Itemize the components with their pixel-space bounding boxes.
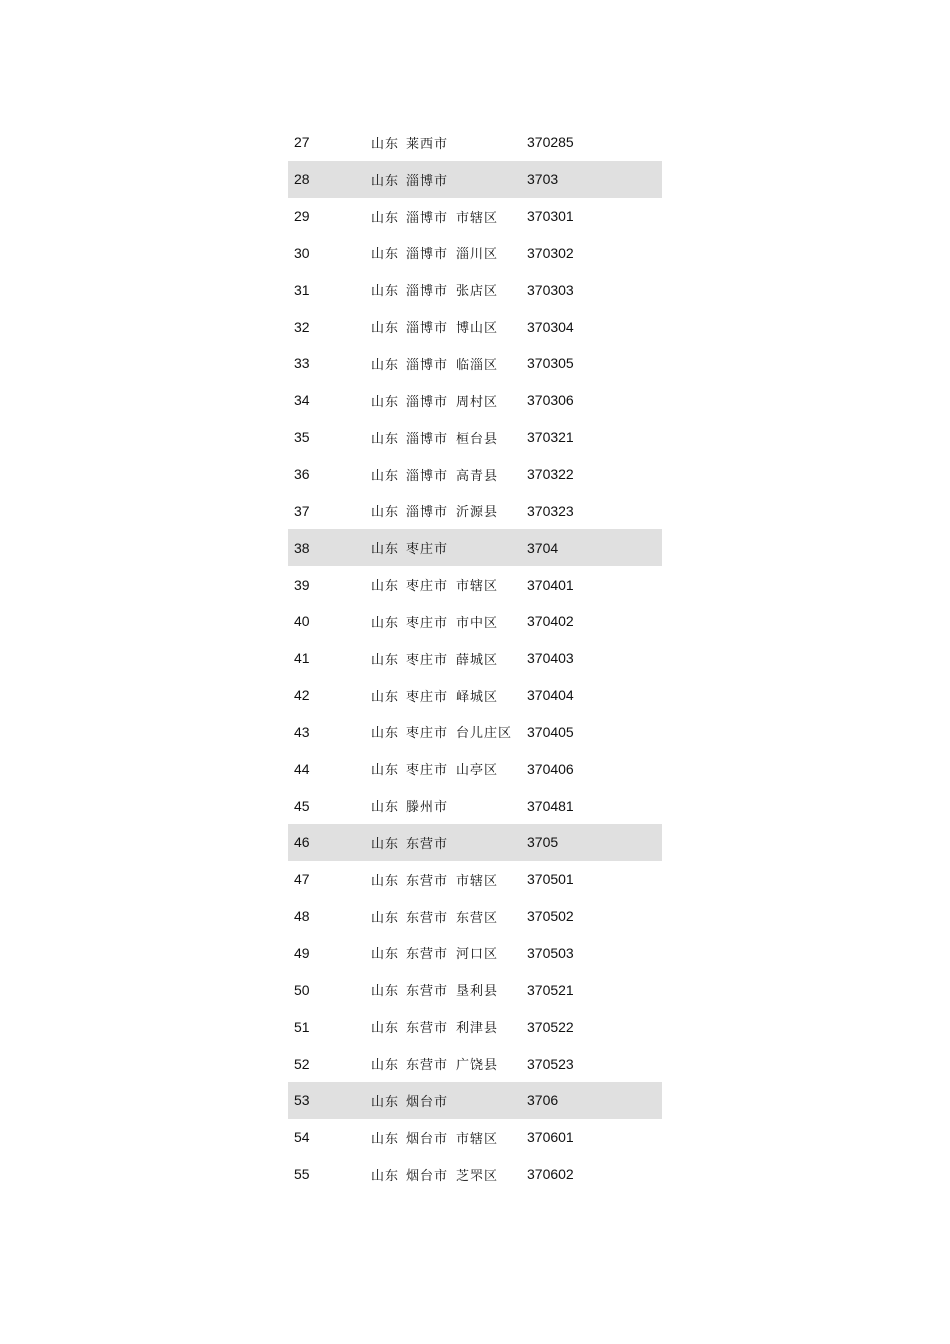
district-name: 东营区 bbox=[456, 910, 499, 926]
district-name: 台儿庄区 bbox=[456, 726, 513, 742]
province-name: 山东 bbox=[371, 763, 400, 779]
region-code: 370322 bbox=[527, 466, 574, 483]
district-name: 垦利县 bbox=[456, 984, 499, 1000]
row-number: 30 bbox=[294, 244, 310, 261]
province-name: 山东 bbox=[371, 321, 400, 337]
table-row bbox=[288, 1008, 662, 1045]
city-name: 淄博市 bbox=[406, 210, 449, 226]
region-code: 370301 bbox=[527, 208, 574, 225]
district-name: 利津县 bbox=[456, 1021, 499, 1037]
region-code: 370285 bbox=[527, 134, 574, 151]
table-row bbox=[288, 787, 662, 824]
region-code: 370503 bbox=[527, 944, 574, 961]
region-code: 370302 bbox=[527, 244, 574, 261]
row-number: 44 bbox=[294, 760, 310, 777]
province-name: 山东 bbox=[371, 210, 400, 226]
province-name: 山东 bbox=[371, 357, 400, 373]
region-code: 370304 bbox=[527, 318, 574, 335]
city-name: 淄博市 bbox=[406, 505, 449, 521]
district-name: 广饶县 bbox=[456, 1058, 499, 1074]
province-name: 山东 bbox=[371, 1131, 400, 1147]
table-row bbox=[288, 861, 662, 898]
table-row bbox=[288, 750, 662, 787]
city-name: 枣庄市 bbox=[406, 542, 449, 558]
city-name: 淄博市 bbox=[406, 247, 449, 263]
city-name: 滕州市 bbox=[406, 800, 449, 816]
city-name: 枣庄市 bbox=[406, 689, 449, 705]
row-number: 42 bbox=[294, 687, 310, 704]
region-code: 370523 bbox=[527, 1055, 574, 1072]
district-name: 淄川区 bbox=[456, 247, 499, 263]
region-code: 370501 bbox=[527, 871, 574, 888]
province-name: 山东 bbox=[371, 947, 400, 963]
district-name: 高青县 bbox=[456, 468, 499, 484]
region-code: 370481 bbox=[527, 797, 574, 814]
district-name: 桓台县 bbox=[456, 431, 499, 447]
region-code: 370402 bbox=[527, 613, 574, 630]
region-code: 370405 bbox=[527, 723, 574, 740]
table-row bbox=[288, 566, 662, 603]
province-name: 山东 bbox=[371, 468, 400, 484]
table-row bbox=[288, 419, 662, 456]
row-number: 41 bbox=[294, 650, 310, 667]
row-number: 53 bbox=[294, 1092, 310, 1109]
province-name: 山东 bbox=[371, 984, 400, 1000]
city-name: 东营市 bbox=[406, 873, 449, 889]
row-number: 48 bbox=[294, 908, 310, 925]
row-number: 40 bbox=[294, 613, 310, 630]
table-row bbox=[288, 345, 662, 382]
row-number: 39 bbox=[294, 576, 310, 593]
row-number: 32 bbox=[294, 318, 310, 335]
row-number: 29 bbox=[294, 208, 310, 225]
district-name: 博山区 bbox=[456, 321, 499, 337]
region-code: 370303 bbox=[527, 281, 574, 298]
city-name: 淄博市 bbox=[406, 173, 449, 189]
row-number: 45 bbox=[294, 797, 310, 814]
province-name: 山东 bbox=[371, 431, 400, 447]
province-name: 山东 bbox=[371, 136, 400, 152]
province-name: 山东 bbox=[371, 615, 400, 631]
row-number: 36 bbox=[294, 466, 310, 483]
city-name: 烟台市 bbox=[406, 1168, 449, 1184]
district-name: 市辖区 bbox=[456, 210, 499, 226]
province-name: 山东 bbox=[371, 910, 400, 926]
district-name: 周村区 bbox=[456, 394, 499, 410]
province-name: 山东 bbox=[371, 1094, 400, 1110]
row-number: 38 bbox=[294, 539, 310, 556]
table-row-city-header bbox=[288, 824, 662, 861]
province-name: 山东 bbox=[371, 284, 400, 300]
city-name: 烟台市 bbox=[406, 1131, 449, 1147]
row-number: 37 bbox=[294, 502, 310, 519]
city-name: 莱西市 bbox=[406, 136, 449, 152]
city-name: 淄博市 bbox=[406, 394, 449, 410]
district-name: 市辖区 bbox=[456, 1131, 499, 1147]
province-name: 山东 bbox=[371, 836, 400, 852]
district-name: 芝罘区 bbox=[456, 1168, 499, 1184]
row-number: 52 bbox=[294, 1055, 310, 1072]
table-row bbox=[288, 898, 662, 935]
table-row bbox=[288, 971, 662, 1008]
region-code: 3706 bbox=[527, 1092, 559, 1109]
city-name: 烟台市 bbox=[406, 1094, 449, 1110]
table-row bbox=[288, 1156, 662, 1193]
table-row bbox=[288, 198, 662, 235]
province-name: 山东 bbox=[371, 652, 400, 668]
table-row bbox=[288, 271, 662, 308]
district-name: 沂源县 bbox=[456, 505, 499, 521]
row-number: 43 bbox=[294, 723, 310, 740]
province-name: 山东 bbox=[371, 1021, 400, 1037]
row-number: 55 bbox=[294, 1166, 310, 1183]
region-code: 370521 bbox=[527, 981, 574, 998]
district-name: 峄城区 bbox=[456, 689, 499, 705]
province-name: 山东 bbox=[371, 579, 400, 595]
region-code: 3703 bbox=[527, 171, 559, 188]
row-number: 50 bbox=[294, 981, 310, 998]
table-row-city-header bbox=[288, 1082, 662, 1119]
province-name: 山东 bbox=[371, 1168, 400, 1184]
table-row bbox=[288, 935, 662, 972]
district-name: 张店区 bbox=[456, 284, 499, 300]
row-number: 33 bbox=[294, 355, 310, 372]
table-row bbox=[288, 492, 662, 529]
table-row bbox=[288, 382, 662, 419]
district-name: 山亭区 bbox=[456, 763, 499, 779]
city-name: 枣庄市 bbox=[406, 726, 449, 742]
region-code: 370522 bbox=[527, 1018, 574, 1035]
city-name: 东营市 bbox=[406, 1021, 449, 1037]
city-name: 淄博市 bbox=[406, 357, 449, 373]
province-name: 山东 bbox=[371, 542, 400, 558]
city-name: 淄博市 bbox=[406, 321, 449, 337]
region-code: 370601 bbox=[527, 1129, 574, 1146]
region-code-table bbox=[288, 124, 662, 1192]
row-number: 47 bbox=[294, 871, 310, 888]
region-code: 370404 bbox=[527, 687, 574, 704]
table-row bbox=[288, 456, 662, 493]
row-number: 49 bbox=[294, 944, 310, 961]
district-name: 临淄区 bbox=[456, 357, 499, 373]
row-number: 31 bbox=[294, 281, 310, 298]
province-name: 山东 bbox=[371, 1058, 400, 1074]
table-row bbox=[288, 308, 662, 345]
province-name: 山东 bbox=[371, 800, 400, 816]
district-name: 市辖区 bbox=[456, 579, 499, 595]
table-row bbox=[288, 603, 662, 640]
city-name: 东营市 bbox=[406, 836, 449, 852]
province-name: 山东 bbox=[371, 689, 400, 705]
city-name: 枣庄市 bbox=[406, 615, 449, 631]
city-name: 东营市 bbox=[406, 984, 449, 1000]
row-number: 46 bbox=[294, 834, 310, 851]
city-name: 枣庄市 bbox=[406, 652, 449, 668]
region-code: 370602 bbox=[527, 1166, 574, 1183]
province-name: 山东 bbox=[371, 873, 400, 889]
district-name: 市中区 bbox=[456, 615, 499, 631]
row-number: 34 bbox=[294, 392, 310, 409]
province-name: 山东 bbox=[371, 394, 400, 410]
table-row bbox=[288, 714, 662, 751]
row-number: 27 bbox=[294, 134, 310, 151]
row-number: 54 bbox=[294, 1129, 310, 1146]
region-code: 370502 bbox=[527, 908, 574, 925]
table-row bbox=[288, 1119, 662, 1156]
region-code: 370305 bbox=[527, 355, 574, 372]
table-row bbox=[288, 1045, 662, 1082]
row-number: 51 bbox=[294, 1018, 310, 1035]
province-name: 山东 bbox=[371, 247, 400, 263]
city-name: 枣庄市 bbox=[406, 579, 449, 595]
region-code: 370323 bbox=[527, 502, 574, 519]
city-name: 淄博市 bbox=[406, 284, 449, 300]
province-name: 山东 bbox=[371, 726, 400, 742]
table-row-city-header bbox=[288, 161, 662, 198]
district-name: 河口区 bbox=[456, 947, 499, 963]
province-name: 山东 bbox=[371, 173, 400, 189]
region-code: 370406 bbox=[527, 760, 574, 777]
city-name: 枣庄市 bbox=[406, 763, 449, 779]
region-code: 3704 bbox=[527, 539, 559, 556]
city-name: 东营市 bbox=[406, 947, 449, 963]
province-name: 山东 bbox=[371, 505, 400, 521]
district-name: 市辖区 bbox=[456, 873, 499, 889]
city-name: 东营市 bbox=[406, 1058, 449, 1074]
city-name: 东营市 bbox=[406, 910, 449, 926]
city-name: 淄博市 bbox=[406, 431, 449, 447]
region-code: 370306 bbox=[527, 392, 574, 409]
table-row bbox=[288, 640, 662, 677]
region-code: 370403 bbox=[527, 650, 574, 667]
district-name: 薛城区 bbox=[456, 652, 499, 668]
region-code: 370401 bbox=[527, 576, 574, 593]
row-number: 35 bbox=[294, 429, 310, 446]
table-row-city-header bbox=[288, 529, 662, 566]
region-code: 3705 bbox=[527, 834, 559, 851]
table-row bbox=[288, 677, 662, 714]
region-code: 370321 bbox=[527, 429, 574, 446]
row-number: 28 bbox=[294, 171, 310, 188]
city-name: 淄博市 bbox=[406, 468, 449, 484]
table-row bbox=[288, 124, 662, 161]
table-row bbox=[288, 235, 662, 272]
